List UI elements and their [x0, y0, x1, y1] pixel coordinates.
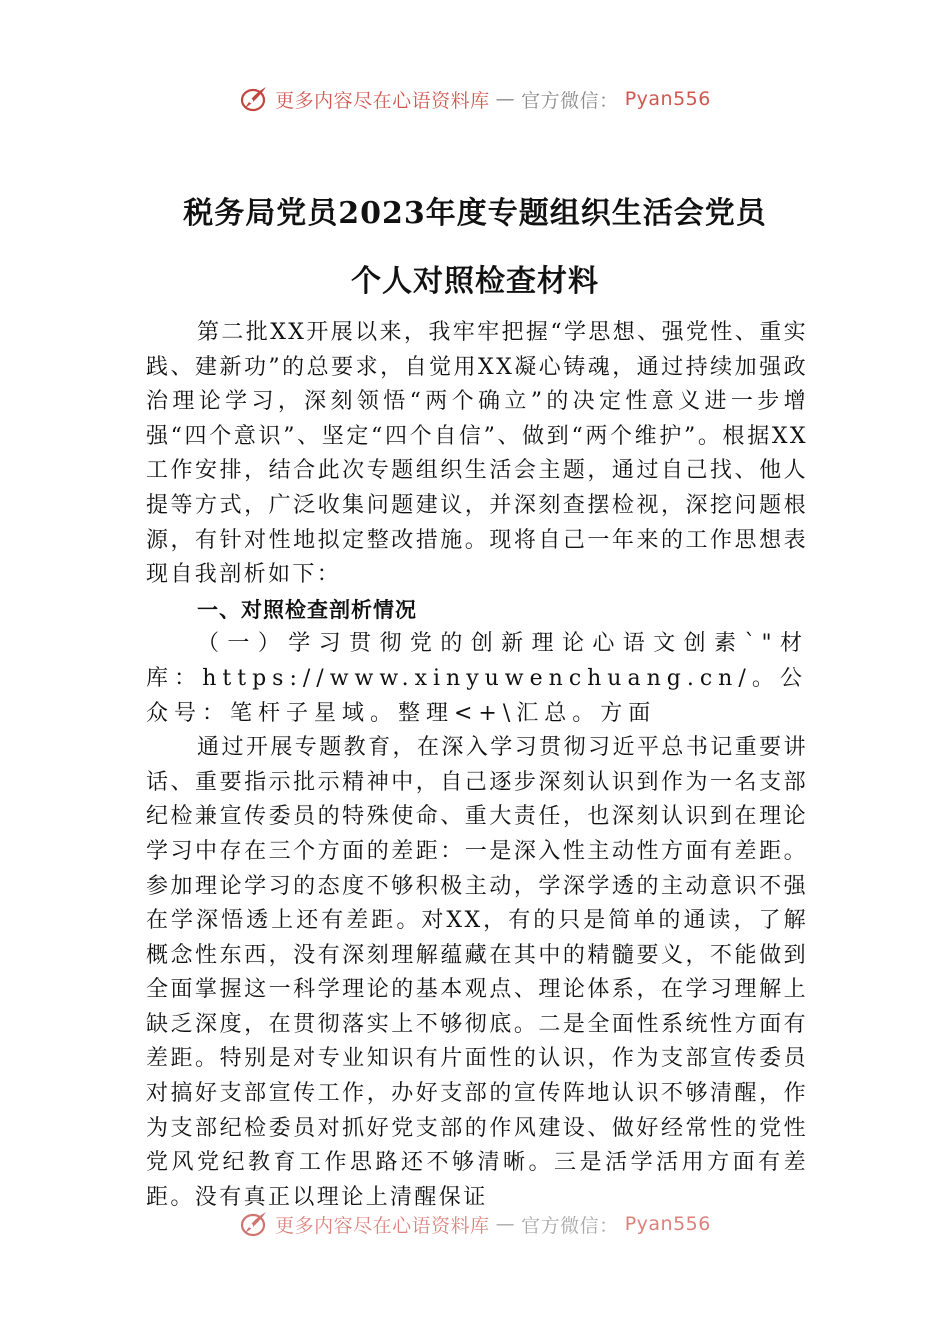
quill-logo-icon	[239, 84, 269, 114]
document-title-line-1: 税务局党员2023年度专题组织生活会党员	[183, 196, 767, 231]
body-paragraph-1: 通过开展专题教育，在深入学习贯彻习近平总书记重要讲话、重要指示批示精神中，自己逐步深刻认识到作为一名支部纪检兼宣传委员的特殊使命、重大责任，也深刻认识到在理论学习中存在三个方面的差距：一是深入性主动性方面有差距。参加理论学习的态度不够积极主动，学深学透的主动意识不强在学深悟透上还有差距。对XX，有的只是简单的通读，了解概念性东西，没有深刻理解蕴藏在其中的精髓要义，不能做到全面掌握这一科学理论的基本观点、理论体系，在学习理解上缺乏深度，在贯彻落实上不够彻底。二是全面性系统性方面有差距。特别是对专业知识有片面性的认识，作为支部宣传委员对搞好支部宣传工作，办好支部的宣传阵地认识不够清醒，作为支部纪检委员对抓好党支部的作风建设、做好经常性的党性党风党纪教育工作思路还不够清晰。三是活学活用方面有差距。没有真正以理论上清醒保证	[146, 735, 808, 1210]
quill-logo-icon	[239, 1209, 269, 1239]
subsection-heading-1: （一）学习贯彻党的创新理论心语文创素`"材库：https://www.xinyuwenchuang.cn/。公众号：笔杆子星域。整理<+\汇总。方面	[146, 631, 808, 726]
watermark-wechat-label: 官方微信：	[521, 1214, 619, 1237]
watermark-separator: —	[495, 88, 516, 110]
watermark-separator: —	[495, 1213, 516, 1235]
document-body	[146, 316, 808, 1215]
document-title-line-2: 个人对照检查材料	[351, 264, 599, 299]
footer-watermark	[0, 1209, 950, 1239]
intro-paragraph: 第二批XX开展以来，我牢牢把握“学思想、强党性、重实践、建新功”的总要求，自觉用XX凝心铸魂，通过持续加强政治理论学习，深刻领悟“两个确立”的决定性意义进一步增强“四个意识”、坚定“四个自信”、做到“两个维护”。根据XX工作安排，结合此次专题组织生活会主题，通过自己找、他人提等方式，广泛收集问题建议，并深刻查摆检视，深挖问题根源，有针对性地拟定整改措施。现将自己一年来的工作思想表现自我剖析如下：	[146, 320, 808, 588]
watermark-brand-text: 更多内容尽在心语资料库	[275, 89, 490, 112]
watermark-wechat-label: 官方微信：	[521, 89, 619, 112]
section-heading-1: 一、对照检查剖析情况	[197, 597, 417, 622]
header-watermark	[0, 84, 950, 114]
watermark-brand-text: 更多内容尽在心语资料库	[275, 1214, 490, 1237]
watermark-wechat-id: Pyan556	[624, 88, 711, 110]
watermark-wechat-id: Pyan556	[624, 1213, 711, 1235]
